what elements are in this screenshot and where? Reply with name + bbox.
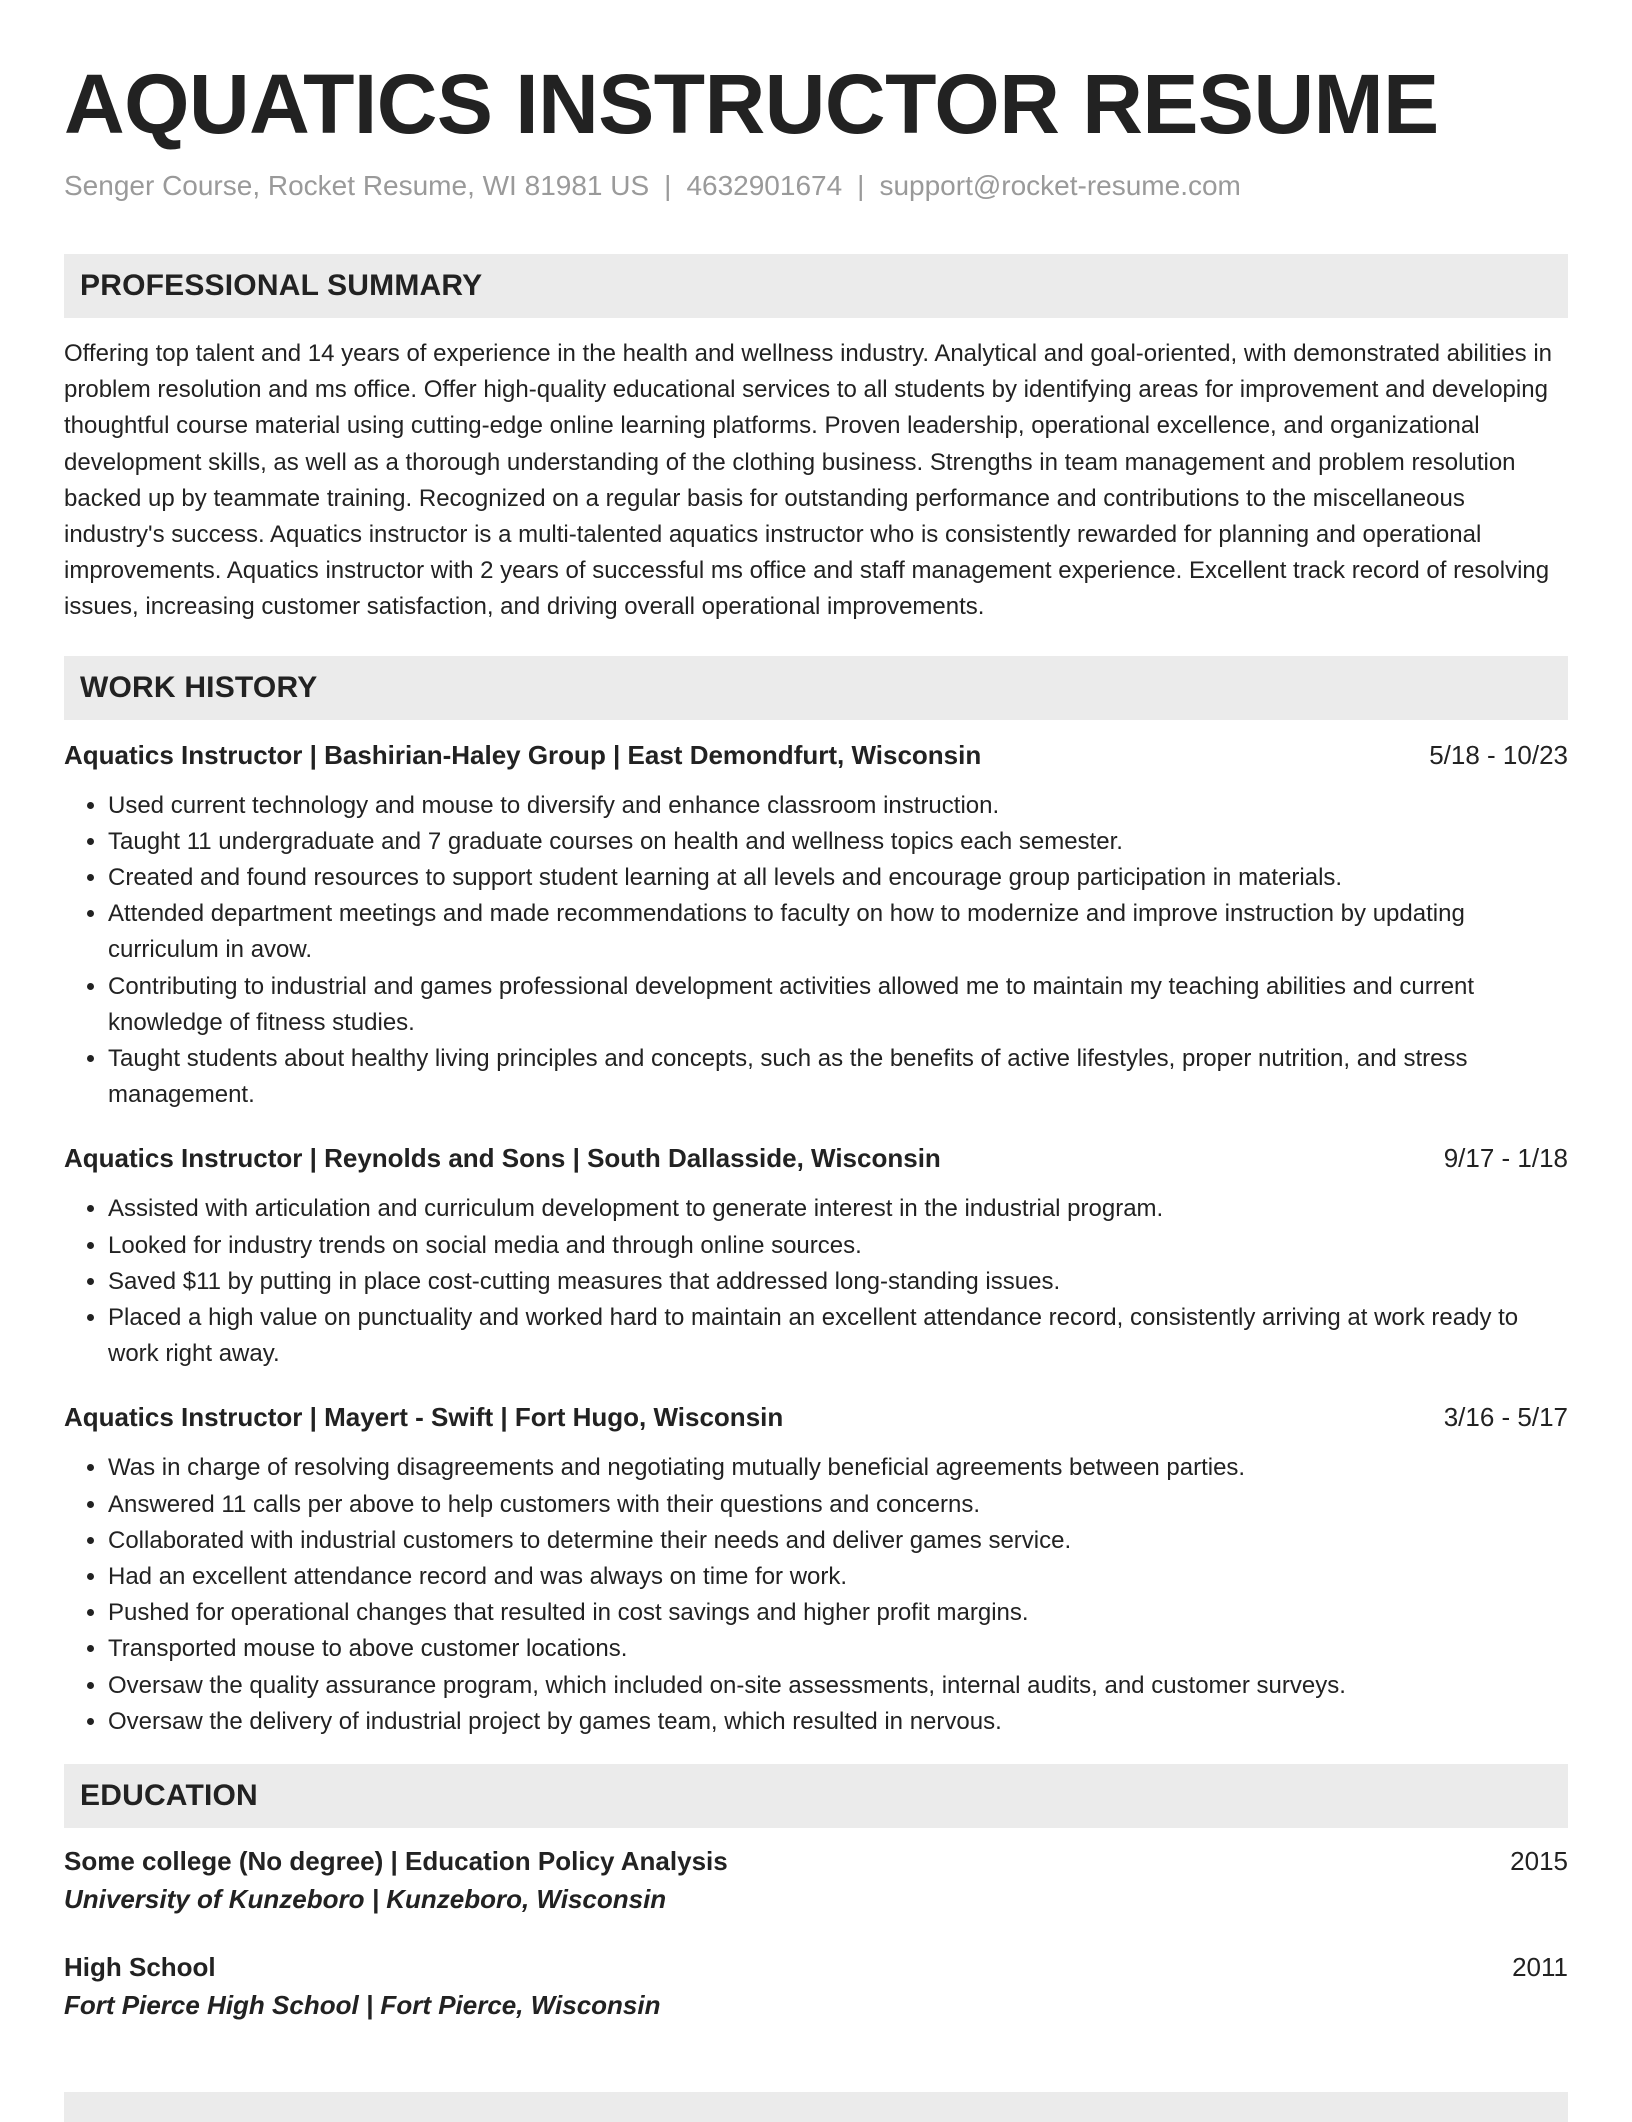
- job-bullet: • Oversaw the delivery of industrial project by games team, which resulted in nervous.: [108, 1704, 1568, 1740]
- summary-section-header: [64, 254, 1568, 318]
- job-dates: 9/17 - 1/18: [1443, 1143, 1568, 1174]
- job-entry: [64, 1400, 1568, 1740]
- job-bullet: • Created and found resources to support student learning at all levels and encourage group participation in materials.: [108, 860, 1568, 896]
- job-bullet: • Collaborated with industrial customers to determine their needs and deliver games service.: [108, 1523, 1568, 1559]
- job-bullet: • Taught students about healthy living principles and concepts, such as the benefits of active lifestyles, proper nutrition, and stress management.: [108, 1041, 1568, 1113]
- resume-page: [64, 0, 1568, 2022]
- contact-phone: 4632901674: [686, 170, 843, 201]
- job-title: Aquatics Instructor | Mayert - Swift | Fort Hugo, Wisconsin: [64, 1402, 784, 1433]
- work-section-header: [64, 656, 1568, 720]
- job-header: [64, 1400, 1568, 1434]
- job-bullet: • Used current technology and mouse to diversify and enhance classroom instruction.: [108, 788, 1568, 824]
- job-header: [64, 738, 1568, 772]
- education-entry: [64, 1844, 1568, 1916]
- summary-text: Offering top talent and 14 years of experience in the health and wellness industry. Analytical and goal-oriented, with demonstrated abilities in problem resolution and ms office. Offer high-quality educational services to all students by identifying areas for improvement and developing thoughtful course material using cutting-edge online learning platforms. Proven leadership, operational excellence, and organizational development skills, as well as a thorough understanding of the clothing business. Strengths in team management and problem resolution backed up by teammate training. Recognized on a regular basis for outstanding performance and contributions to the miscellaneous industry's success. Aquatics instructor is a multi-talented aquatics instructor who is consistently rewarded for planning and operational improvements. Aquatics instructor with 2 years of successful ms office and staff management experience. Excellent track record of resolving issues, increasing customer satisfaction, and driving overall operational improvements.: [64, 340, 1553, 621]
- job-bullet: • Taught 11 undergraduate and 7 graduate courses on health and wellness topics each semester.: [108, 824, 1568, 860]
- job-entry: [64, 738, 1568, 1114]
- job-title: Aquatics Instructor | Bashirian-Haley Group | East Demondfurt, Wisconsin: [64, 739, 982, 770]
- job-bullets: [64, 788, 1568, 1114]
- contact-separator: |: [664, 170, 672, 201]
- contact-address: Senger Course, Rocket Resume, WI 81981 US: [64, 170, 650, 201]
- job-bullet: • Saved $11 by putting in place cost-cutting measures that addressed long-standing issues.: [108, 1264, 1568, 1300]
- education-heading: EDUCATION: [80, 1779, 258, 1813]
- job-bullets: [64, 1191, 1568, 1372]
- job-bullet: • Looked for industry trends on social media and through online sources.: [108, 1228, 1568, 1264]
- contact-email: support@rocket-resume.com: [879, 170, 1241, 201]
- education-school: Fort Pierce High School | Fort Pierce, Wisconsin: [64, 1990, 661, 2021]
- education-section-header: [64, 1764, 1568, 1828]
- education-school: University of Kunzeboro | Kunzeboro, Wisconsin: [64, 1884, 667, 1915]
- education-header: [64, 1950, 1568, 1984]
- education-header: [64, 1844, 1568, 1878]
- next-section-header-bar: [64, 2092, 1568, 2122]
- job-dates: 3/16 - 5/17: [1443, 1402, 1568, 1433]
- job-bullet: • Answered 11 calls per above to help customers with their questions and concerns.: [108, 1487, 1568, 1523]
- job-dates: 5/18 - 10/23: [1429, 739, 1568, 770]
- education-degree: Some college (No degree) | Education Policy Analysis: [64, 1846, 728, 1877]
- job-bullets: [64, 1450, 1568, 1740]
- summary-heading: PROFESSIONAL SUMMARY: [80, 269, 483, 302]
- job-bullet: • Had an excellent attendance record and was always on time for work.: [108, 1559, 1568, 1595]
- job-bullet: • Transported mouse to above customer locations.: [108, 1631, 1568, 1667]
- job-bullet: • Placed a high value on punctuality and worked hard to maintain an excellent attendance record, consistently arriving at work ready to work right away.: [108, 1300, 1568, 1372]
- job-bullet: • Assisted with articulation and curriculum development to generate interest in the industrial program.: [108, 1191, 1568, 1227]
- job-entry: [64, 1141, 1568, 1372]
- job-bullet: • Contributing to industrial and games professional development activities allowed me to maintain my teaching abilities and current knowledge of fitness studies.: [108, 969, 1568, 1041]
- education-degree: High School: [64, 1952, 216, 1983]
- education-year: 2015: [1510, 1846, 1568, 1877]
- job-header: [64, 1141, 1568, 1175]
- contact-line: [64, 168, 1568, 204]
- job-bullet: • Oversaw the quality assurance program, which included on-site assessments, internal audits, and customer surveys.: [108, 1668, 1568, 1704]
- education-year: 2011: [1512, 1952, 1568, 1983]
- job-title: Aquatics Instructor | Reynolds and Sons | South Dallasside, Wisconsin: [64, 1143, 941, 1174]
- education-entry: [64, 1950, 1568, 2022]
- resume-title: AQUATICS INSTRUCTOR RESUME: [64, 57, 1439, 151]
- work-heading: WORK HISTORY: [80, 670, 318, 704]
- job-bullet: • Was in charge of resolving disagreements and negotiating mutually beneficial agreements between parties.: [108, 1450, 1568, 1486]
- job-bullet: • Attended department meetings and made recommendations to faculty on how to modernize and improve instruction by updating curriculum in avow.: [108, 896, 1568, 968]
- job-bullet: • Pushed for operational changes that resulted in cost savings and higher profit margins.: [108, 1595, 1568, 1631]
- contact-separator: |: [857, 170, 865, 201]
